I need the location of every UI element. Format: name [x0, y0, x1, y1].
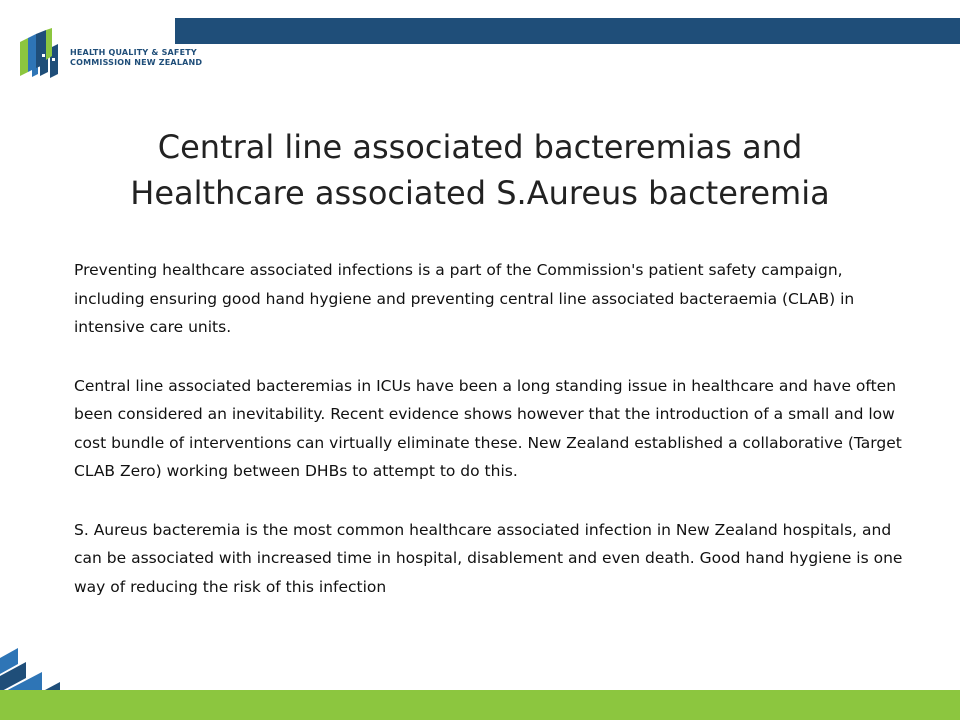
paragraph-s-aureus: S. Aureus bacteremia is the most common healthcare associated infection in New Zealand hospitals, and can be associated with increased time in hospital, disablement and even death. Good hand hygiene is one way of reducing the risk of this infection: [74, 520, 903, 596]
logo-text: [70, 48, 202, 68]
logo-line-2: COMMISSION NEW ZEALAND: [70, 58, 203, 67]
title-line-2: Healthcare associated S.Aureus bacteremia: [130, 174, 830, 212]
title-line-1: Central line associated bacteremias and: [157, 128, 803, 166]
logo-mark-icon: [18, 28, 68, 84]
logo-line-1: HEALTH QUALITY & SAFETY: [70, 48, 197, 57]
paragraph-infection-prevention: Preventing healthcare associated infections is a part of the Commission's patient safety campaign, including ensuring good hand hygiene and preventing central line associated bacteraemia (CLAB) in intensive care units.: [74, 261, 855, 336]
commission-logo: [18, 28, 203, 84]
paragraph-clab: Central line associated bacteremias in ICUs have been a long standing issue in healthcare and have often been considered an inevitability. Recent evidence shows however that the introduction of a small and low cost bundle of interventions can virtually eliminate these. New Zealand established a collaborative (Target CLAB Zero) working between DHBs to attempt to do this.: [74, 376, 902, 480]
slide-title: [60, 124, 900, 216]
slide-body: [74, 256, 914, 631]
top-header-bar: [175, 18, 960, 44]
bottom-footer-bar: [0, 690, 960, 720]
